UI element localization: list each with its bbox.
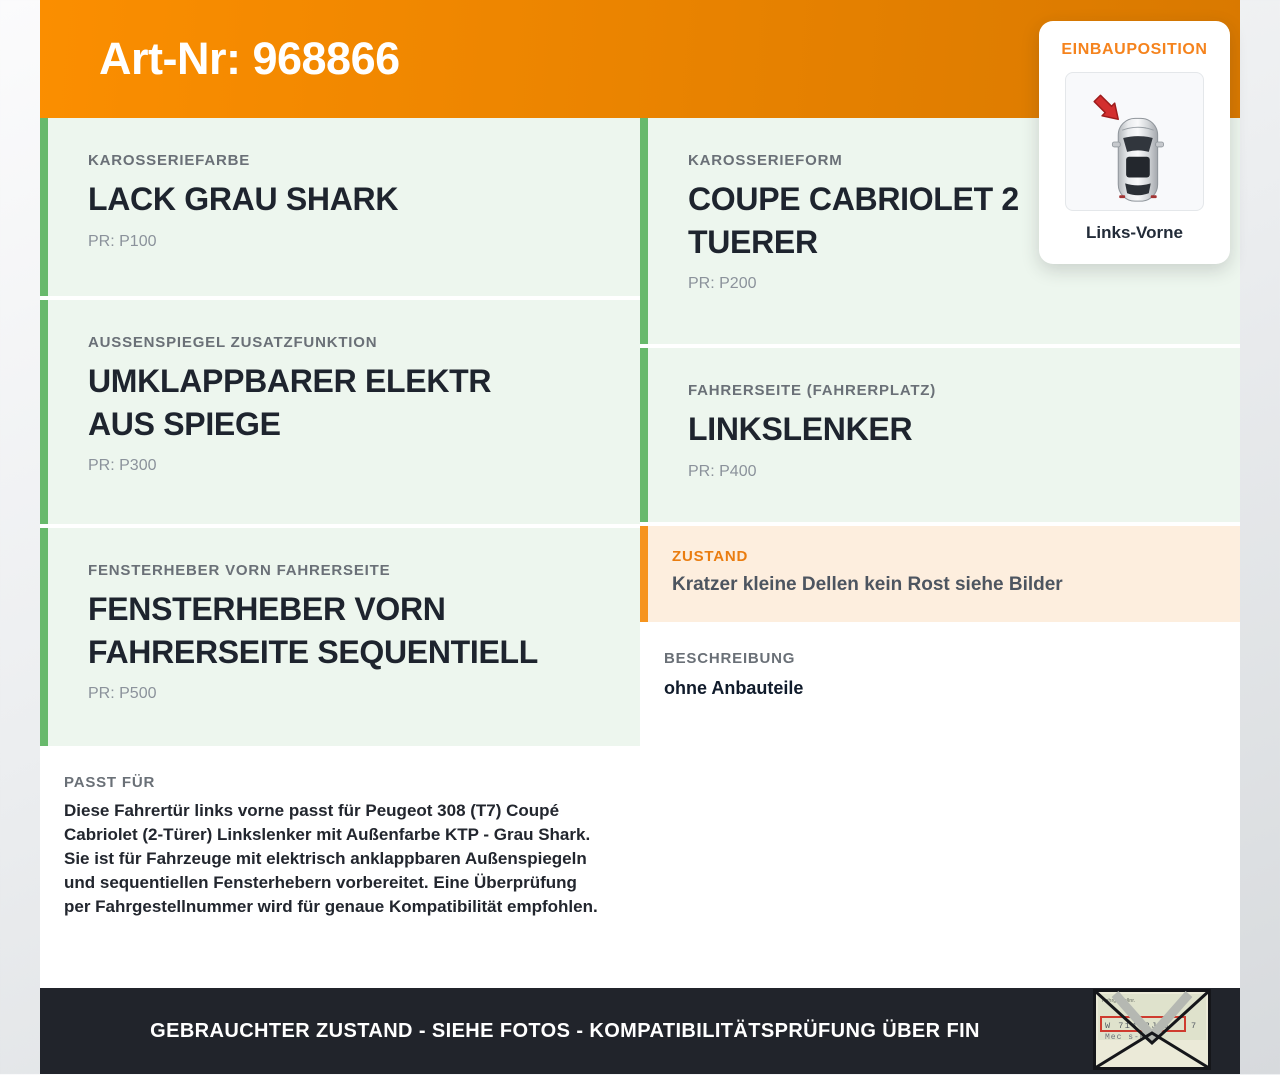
card-zustand — [640, 526, 1240, 622]
vin-document-envelope-graphic — [1093, 989, 1211, 1070]
car-position-image-box — [1065, 72, 1204, 211]
card-value: LINKSLENKER — [688, 411, 913, 447]
pr-code: PR: P500 — [88, 685, 157, 703]
car-sunroof — [1126, 157, 1150, 178]
pr-code: PR: P200 — [688, 275, 757, 293]
doc-small-label: Fahrgestellnr. — [1102, 998, 1136, 1004]
card-label: FAHRERSEITE (FAHRERPLATZ) — [688, 382, 937, 399]
card-label: FENSTERHEBER VORN FAHRERSEITE — [88, 562, 391, 579]
card-label: KAROSSERIEFORM — [688, 152, 843, 169]
car-tail-light-left — [1119, 195, 1125, 198]
vin-text: W 71463J31 — [1105, 1021, 1172, 1031]
car-mirror-left — [1112, 142, 1120, 147]
description-text: ohne Anbauteile — [664, 678, 804, 698]
card-fahrerseite — [640, 348, 1240, 522]
card-value: COUPE CABRIOLET 2 TUERER — [688, 181, 1019, 260]
footer-notice: GEBRAUCHTER ZUSTAND - SIEHE FOTOS - KOMPATIBILITÄTSPRÜFUNG ÜBER FIN — [150, 1019, 980, 1042]
position-arrow-icon — [1094, 95, 1118, 119]
brand-text: Mec s-Benz — [1105, 1033, 1164, 1042]
car-mirror-right — [1156, 142, 1164, 147]
pr-code: PR: P100 — [88, 232, 157, 250]
card-passt-fuer — [40, 750, 640, 988]
article-number-title: Art-Nr: 968866 — [99, 33, 400, 84]
einbauposition-label: EINBAUPOSITION — [1061, 41, 1208, 58]
einbauposition-value: Links-Vorne — [1086, 223, 1183, 242]
condition-text: Kratzer kleine Dellen kein Rost siehe Bilder — [672, 574, 1063, 595]
envelope-document-icon — [1093, 989, 1211, 1070]
card-label: BESCHREIBUNG — [664, 650, 796, 667]
pr-code: PR: P400 — [688, 462, 757, 480]
card-value: FENSTERHEBER VORN FAHRERSEITE SEQUENTIELL — [88, 591, 539, 670]
card-fensterheber — [40, 528, 640, 746]
listing-sheet — [40, 0, 1240, 1074]
card-value: LACK GRAU SHARK — [88, 181, 399, 217]
card-beschreibung — [640, 626, 1240, 988]
card-label: KAROSSERIEFARBE — [88, 152, 251, 169]
card-label: PASST FÜR — [64, 774, 156, 791]
compatibility-text: Diese Fahrertür links vorne passt für Peugeot 308 (T7) Coupé Cabriolet (2-Türer) Linkslenker mit Außenfarbe KTP - Grau Shark. Sie ist für Fahrzeuge mit elektrisch anklappbaren Außenspiegeln und sequentiellen Fensterhebern vorbereitet. Eine Überprüfung per Fahrgestellnummer wird für genaue Kompatibilität empfohlen. — [64, 801, 598, 916]
left-column — [40, 118, 640, 988]
vin-suffix: 7 — [1191, 1021, 1197, 1031]
car-tail-light-right — [1151, 195, 1157, 198]
card-aussenspiegel — [40, 300, 640, 524]
car-windshield — [1123, 136, 1153, 152]
card-karosseriefarbe — [40, 118, 640, 296]
card-value: UMKLAPPBARER ELEKTR AUS SPIEGE — [88, 363, 492, 442]
card-label: AUSSENSPIEGEL ZUSATZFUNKTION — [88, 334, 378, 351]
car-top-view-image — [1066, 72, 1203, 211]
card-label: ZUSTAND — [672, 548, 749, 565]
einbauposition-card — [1039, 21, 1230, 264]
pr-code: PR: P300 — [88, 457, 157, 475]
footer-bar — [40, 988, 1240, 1074]
